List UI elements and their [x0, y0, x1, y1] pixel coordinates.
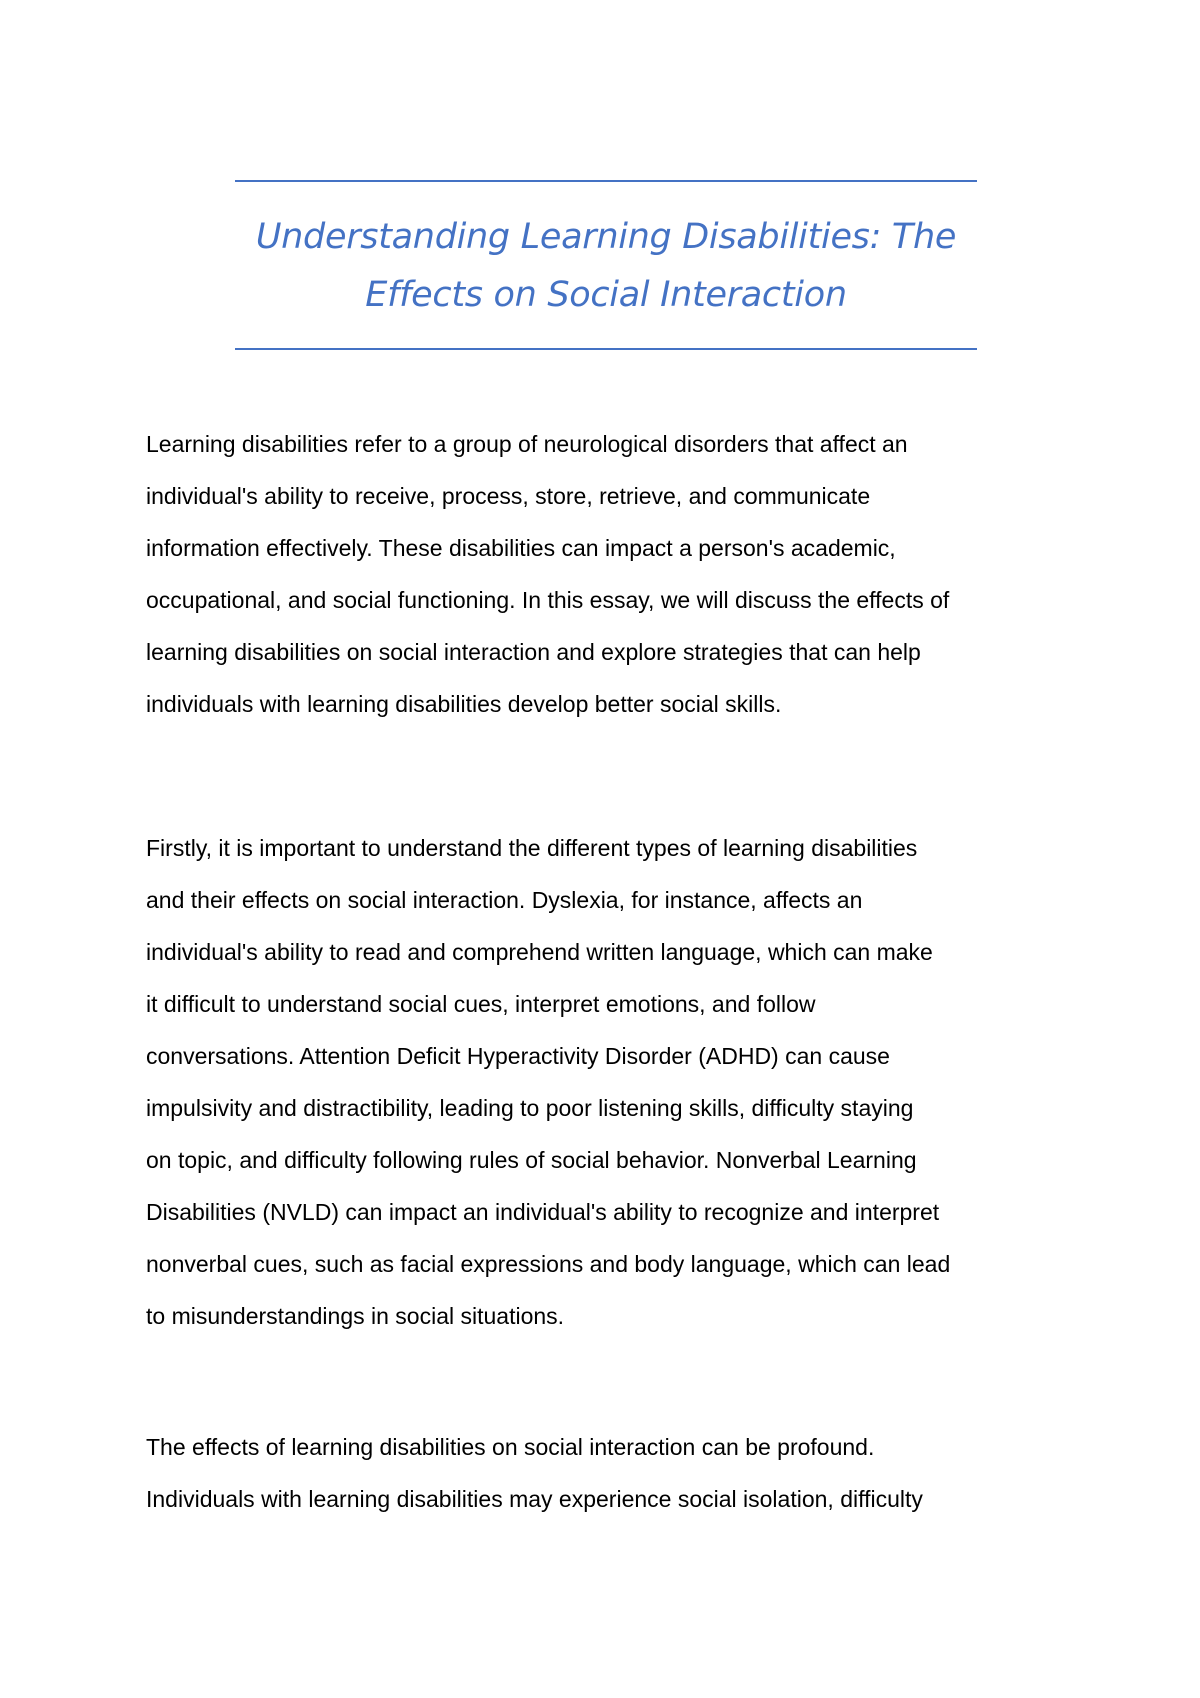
text-line: individuals with learning disabilities develop better social skills.: [146, 691, 782, 717]
title-block: [235, 180, 977, 350]
text-line: learning disabilities on social interaction and explore strategies that can help: [146, 639, 921, 665]
text-line: to misunderstandings in social situations.: [146, 1303, 565, 1329]
text-line: on topic, and difficulty following rules of social behavior. Nonverbal Learning: [146, 1147, 917, 1173]
text-line: individual's ability to receive, process, store, retrieve, and communicate: [146, 483, 871, 509]
text-line: Learning disabilities refer to a group of neurological disorders that affect an: [146, 431, 908, 457]
title-line: Effects on Social Interaction: [365, 275, 847, 315]
text-line: individual's ability to read and comprehend written language, which can make: [146, 939, 933, 965]
text-line: and their effects on social interaction. Dyslexia, for instance, affects an: [146, 887, 863, 913]
paragraph-types: [146, 822, 1076, 1342]
paragraph-introduction: [146, 418, 1076, 730]
document-title: [235, 182, 977, 348]
title-line: Understanding Learning Disabilities: The: [255, 217, 957, 257]
title-bottom-rule: [235, 348, 977, 350]
text-line: occupational, and social functioning. In this essay, we will discuss the effects of: [146, 587, 950, 613]
text-line: Disabilities (NVLD) can impact an individual's ability to recognize and interpret: [146, 1199, 940, 1225]
paragraph-effects: [146, 1421, 1076, 1525]
text-line: Firstly, it is important to understand the different types of learning disabilities: [146, 835, 918, 861]
text-line: The effects of learning disabilities on social interaction can be profound.: [146, 1434, 875, 1460]
text-line: impulsivity and distractibility, leading to poor listening skills, difficulty staying: [146, 1095, 914, 1121]
text-line: conversations. Attention Deficit Hyperactivity Disorder (ADHD) can cause: [146, 1043, 890, 1069]
text-line: Individuals with learning disabilities may experience social isolation, difficulty: [146, 1486, 923, 1512]
text-line: nonverbal cues, such as facial expressions and body language, which can lead: [146, 1251, 951, 1277]
text-line: information effectively. These disabilities can impact a person's academic,: [146, 535, 896, 561]
text-line: it difficult to understand social cues, interpret emotions, and follow: [146, 991, 816, 1017]
